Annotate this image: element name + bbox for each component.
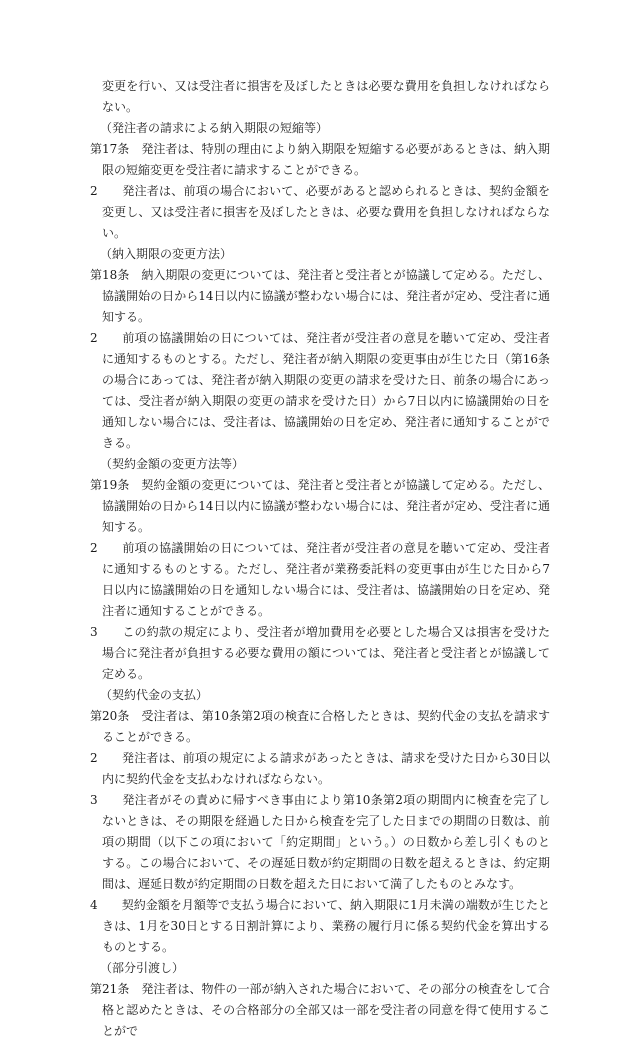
section-heading: （部分引渡し） (100, 961, 185, 975)
article-20: 第20条 受注者は、第10条第2項の検査に合格したときは、契約代金の支払を請求することができる。 (90, 709, 550, 744)
article-19-clause-3: 3 この約款の規定により、受注者が増加費用を必要とした場合又は損害を受けた場合に発注者が負担する必要な費用の額については、発注者と受注者とが協議して定める。 (90, 625, 550, 681)
section-heading: （契約金額の変更方法等） (100, 457, 245, 471)
article-20-clause-3: 3 発注者がその責めに帰すべき事由により第10条第2項の期間内に検査を完了しないときは、その期限を経過した日から検査を完了した日までの期間の日数は、前項の期間（以下この項において「約定期間」という。）の日数から差し引くものとする。この場合において、その遅延日数が約定期間の日数を超えるときは、約定期間は、遅延日数が約定期間の日数を超えた日において満了したものとみなす。 (90, 793, 550, 891)
article-18-clause-2: 2 前項の協議開始の日については、発注者が受注者の意見を聴いて定め、受注者に通知するものとする。ただし、発注者が納入期限の変更事由が生じた日（第16条の場合にあっては、発注者が納入期限の変更の請求を受けた日、前条の場合にあっては、受注者が納入期限の変更の請求を受けた日）から7日以内に協議開始の日を通知しない場合には、受注者は、協議開始の日を定め、発注者に通知することができる。 (90, 331, 550, 450)
article-19-clause-2: 2 前項の協議開始の日については、発注者が受注者の意見を聴いて定め、受注者に通知するものとする。ただし、発注者が業務委託料の変更事由が生じた日から7日以内に協議開始の日を通知しない場合には、受注者は、協議開始の日を定め、発注者に通知することができる。 (90, 541, 550, 618)
section-heading: （発注者の請求による納入期限の短縮等） (100, 121, 329, 135)
article-19: 第19条 契約金額の変更については、発注者と受注者とが協議して定める。ただし、協議開始の日から14日以内に協議が整わない場合には、発注者が定め、受注者に通知する。 (90, 478, 550, 534)
document-body (90, 76, 550, 1042)
article-20-clause-2: 2 発注者は、前項の規定による請求があったときは、請求を受けた日から30日以内に契約代金を支払わなければならない。 (90, 751, 550, 786)
article-17-clause-2: 2 発注者は、前項の場合において、必要があると認められるときは、契約金額を変更し、又は受注者に損害を及ぼしたときは、必要な費用を負担しなければならない。 (90, 184, 550, 240)
section-heading: （契約代金の支払） (100, 688, 209, 702)
article-21: 第21条 発注者は、物件の一部が納入された場合において、その部分の検査をして合格と認めたときは、その合格部分の全部又は一部を受注者の同意を得て使用することがで (90, 982, 550, 1038)
article-18: 第18条 納入期限の変更については、発注者と受注者とが協議して定める。ただし、協議開始の日から14日以内に協議が整わない場合には、発注者が定め、受注者に通知する。 (90, 268, 550, 324)
paragraph: 変更を行い、又は受注者に損害を及ぼしたときは必要な費用を負担しなければならない。 (102, 79, 550, 114)
section-heading: （納入期限の変更方法） (100, 247, 233, 261)
article-20-clause-4: 4 契約金額を月額等で支払う場合において、納入期限に1月未満の端数が生じたときは、1月を30日とする日割計算により、業務の履行月に係る契約代金を算出するものとする。 (90, 898, 550, 954)
article-17: 第17条 発注者は、特別の理由により納入期限を短縮する必要があるときは、納入期限の短縮変更を受注者に請求することができる。 (90, 142, 550, 177)
